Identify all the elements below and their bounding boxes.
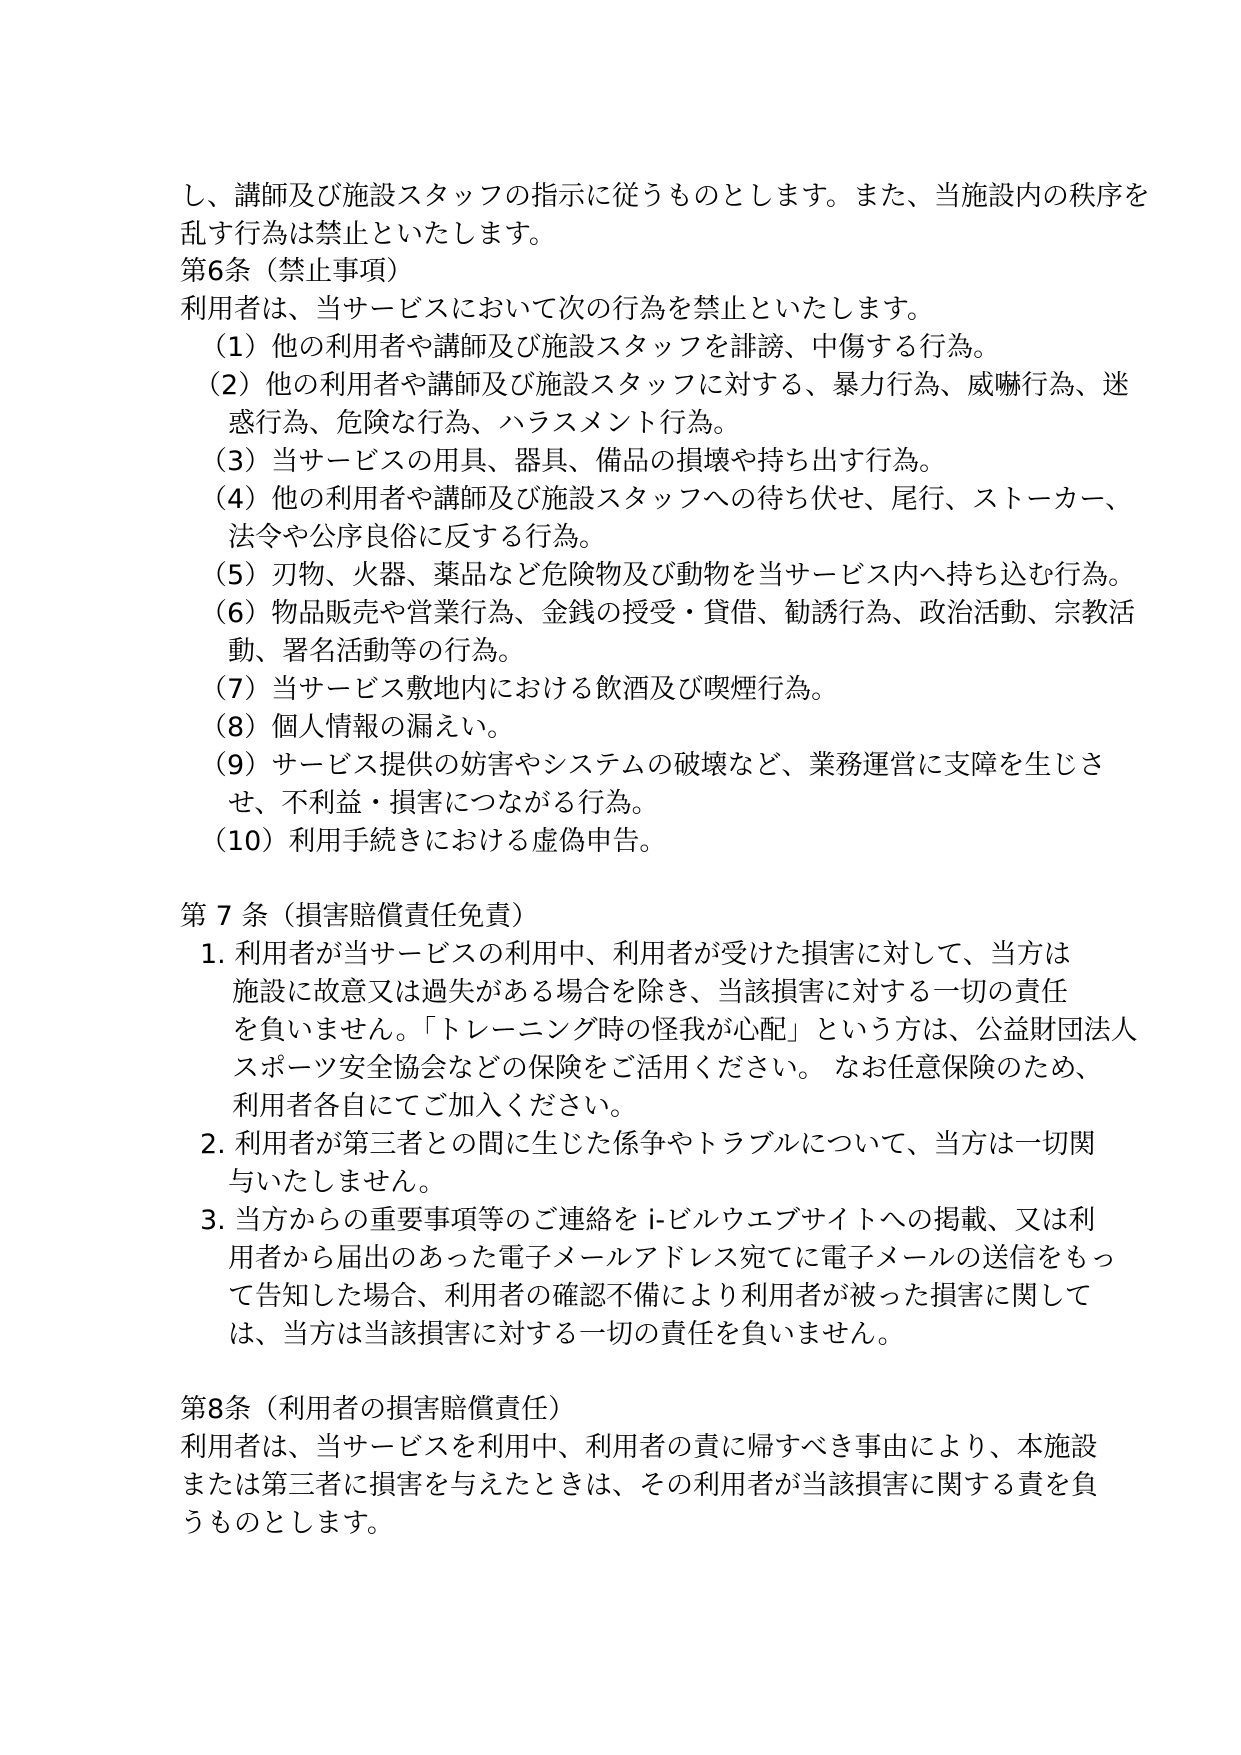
article7-item-3-cont-2: て告知した場合、利用者の確認不備により利用者が被った損害に関して [228, 1281, 1092, 1312]
article7-item-1: 1. 利用者が当サービスの利用中、利用者が受けた損害に対して、当方は [200, 939, 1071, 970]
article7-item-2-cont: 与いたしません。 [228, 1167, 446, 1198]
intro-line-1: し、講師及び施設スタッフの指示に従うものとします。また、当施設内の秩序を [180, 181, 1150, 212]
article7-item-3-cont-3: は、当方は当該損害に対する一切の責任を負いません。 [228, 1319, 905, 1350]
article6-intro: 利用者は、当サービスにおいて次の行為を禁止といたします。 [180, 294, 934, 325]
article6-item-4-cont: 法令や公序良俗に反する行為。 [228, 522, 606, 553]
article8-line-3: うものとします。 [180, 1508, 394, 1539]
article6-item-4: （4）他の利用者や講師及び施設スタッフへの待ち伏せ、尾行、ストーカー、 [200, 484, 1133, 515]
article6-item-10: （10）利用手続きにおける虚偽申告。 [200, 826, 667, 857]
article6-item-3: （3）当サービスの用具、器具、備品の損壊や持ち出す行為。 [200, 446, 947, 477]
article7-item-1-cont-4: 利用者各自にてご加入ください。 [232, 1091, 637, 1122]
article6-item-7: （7）当サービス敷地内における飲酒及び喫煙行為。 [200, 674, 839, 705]
article6-item-6: （6）物品販売や営業行為、金銭の授受・貸借、勧誘行為、政治活動、宗教活 [200, 598, 1136, 629]
article6-item-6-cont: 動、署名活動等の行為。 [228, 636, 525, 667]
article7-heading: 第 7 条（損害賠償責任免責） [180, 901, 539, 932]
article7-item-1-cont-2: を負いません。「トレーニング時の怪我が心配」という方は、公益財団法人 [232, 1015, 1138, 1046]
article6-item-2: （2）他の利用者や講師及び施設スタッフに対する、暴力行為、威嚇行為、迷 [194, 370, 1130, 401]
article8-line-2: または第三者に損害を与えたときは、その利用者が当該損害に関する責を負 [180, 1470, 1098, 1501]
article7-item-2: 2. 利用者が第三者との間に生じた係争やトラブルについて、当方は一切関 [200, 1129, 1096, 1160]
article6-item-8: （8）個人情報の漏えい。 [200, 712, 515, 743]
article7-item-1-cont-1: 施設に故意又は過失がある場合を除き、当該損害に対する一切の責任 [232, 977, 1068, 1008]
article7-item-3-cont-1: 用者から届出のあった電子メールアドレス宛てに電子メールの送信をもっ [228, 1243, 1117, 1274]
article7-item-1-cont-3: スポーツ安全協会などの保険をご活用ください。 なお任意保険のため、 [232, 1053, 1103, 1084]
article7-item-3: 3. 当方からの重要事項等のご連絡を i-ビルウエブサイトへの掲載、又は利 [200, 1205, 1096, 1236]
article6-heading: 第6条（禁止事項） [180, 256, 414, 287]
article6-item-5: （5）刃物、火器、薬品など危険物及び動物を当サービス内へ持ち込む行為。 [200, 560, 1136, 591]
article8-line-1: 利用者は、当サービスを利用中、利用者の責に帰すべき事由により、本施設 [180, 1432, 1098, 1463]
article6-item-9: （9）サービス提供の妨害やシステムの破壊など、業務運営に支障を生じさ [200, 750, 1106, 781]
article6-item-1: （1）他の利用者や講師及び施設スタッフを誹謗、中傷する行為。 [200, 332, 1001, 363]
article6-item-2-cont: 惑行為、危険な行為、ハラスメント行為。 [228, 408, 741, 439]
intro-line-2: 乱す行為は禁止といたします。 [180, 219, 556, 250]
article8-heading: 第8条（利用者の損害賠償責任） [180, 1394, 576, 1425]
article6-item-9-cont: せ、不利益・損害につながる行為。 [228, 788, 659, 819]
